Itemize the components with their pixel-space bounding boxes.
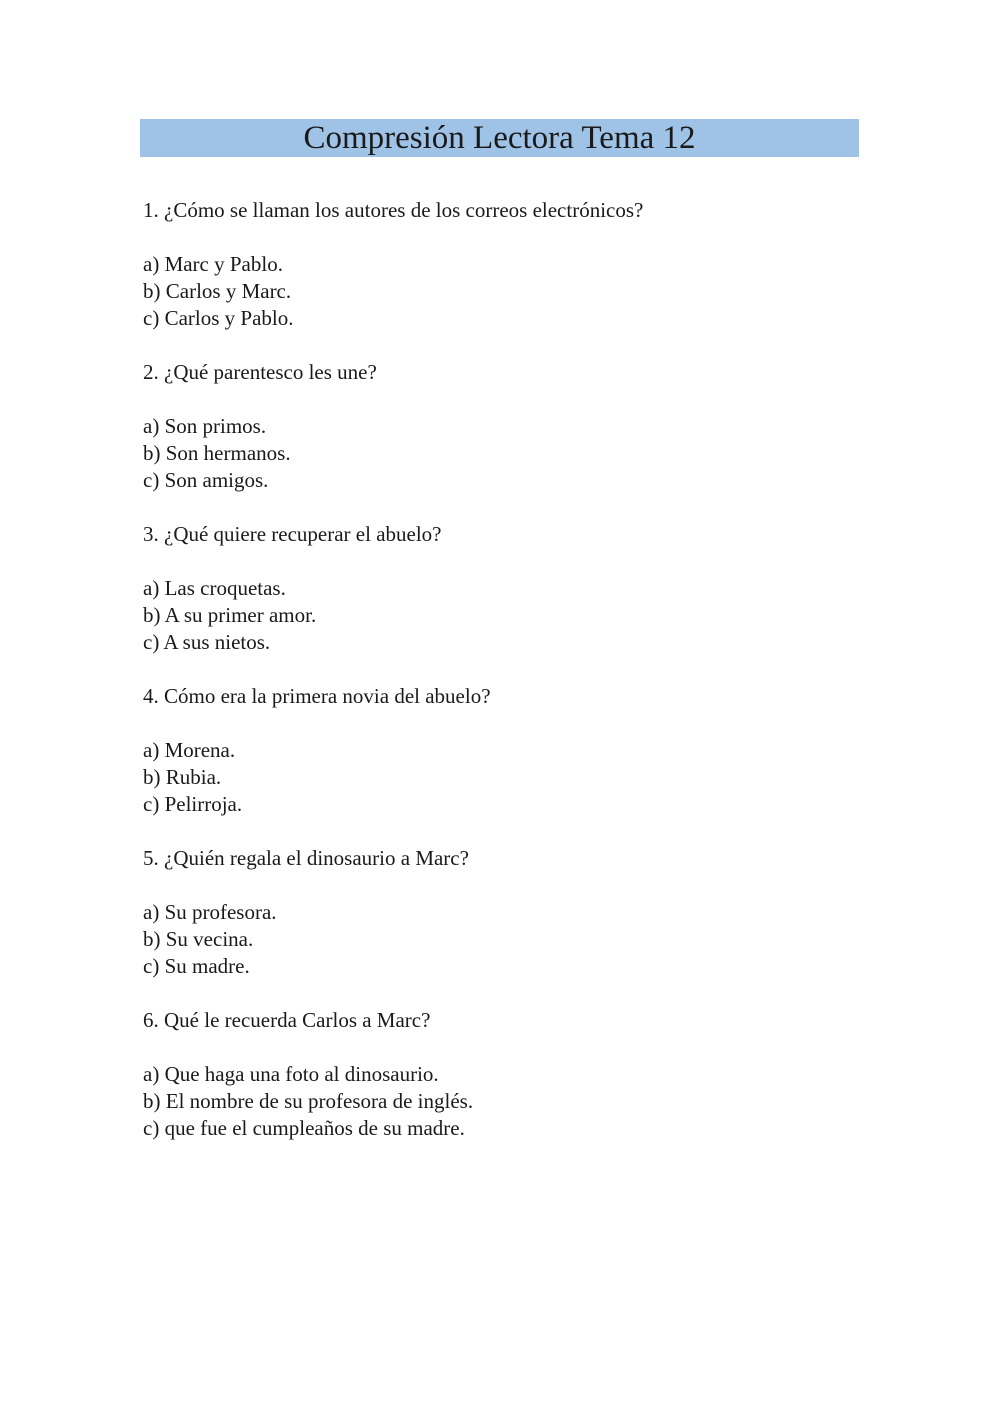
question-text: 4. Cómo era la primera novia del abuelo? (143, 684, 491, 708)
answer-option-c: c) Su madre. (143, 954, 250, 978)
question-2 (143, 359, 863, 521)
answer-option-a: a) Las croquetas. (143, 576, 286, 600)
answer-option-c: c) Carlos y Pablo. (143, 306, 294, 330)
question-text: 2. ¿Qué parentesco les une? (143, 360, 377, 384)
answer-option-b: b) Carlos y Marc. (143, 279, 292, 303)
question-4 (143, 683, 863, 845)
question-list (143, 197, 863, 1169)
answer-option-a: a) Morena. (143, 738, 236, 762)
question-text: 1. ¿Cómo se llaman los autores de los correos electrónicos? (143, 198, 644, 222)
question-text: 6. Qué le recuerda Carlos a Marc? (143, 1008, 431, 1032)
question-5 (143, 845, 863, 1007)
answer-option-c: c) Pelirroja. (143, 792, 243, 816)
question-1 (143, 197, 863, 359)
answer-option-a: a) Que haga una foto al dinosaurio. (143, 1062, 439, 1086)
answer-option-b: b) Rubia. (143, 765, 222, 789)
question-6 (143, 1007, 863, 1169)
title-banner (140, 119, 859, 157)
answer-option-c: c) Son amigos. (143, 468, 269, 492)
question-3 (143, 521, 863, 683)
answer-option-c: c) que fue el cumpleaños de su madre. (143, 1116, 465, 1140)
answer-option-b: b) Su vecina. (143, 927, 254, 951)
question-text: 3. ¿Qué quiere recuperar el abuelo? (143, 522, 442, 546)
answer-option-b: b) Son hermanos. (143, 441, 291, 465)
answer-option-a: a) Su profesora. (143, 900, 277, 924)
answer-option-a: a) Son primos. (143, 414, 267, 438)
answer-option-b: b) El nombre de su profesora de inglés. (143, 1089, 474, 1113)
answer-option-a: a) Marc y Pablo. (143, 252, 283, 276)
page-title: Compresión Lectora Tema 12 (303, 120, 696, 156)
question-text: 5. ¿Quién regala el dinosaurio a Marc? (143, 846, 469, 870)
answer-option-b: b) A su primer amor. (143, 603, 317, 627)
answer-option-c: c) A sus nietos. (143, 630, 271, 654)
